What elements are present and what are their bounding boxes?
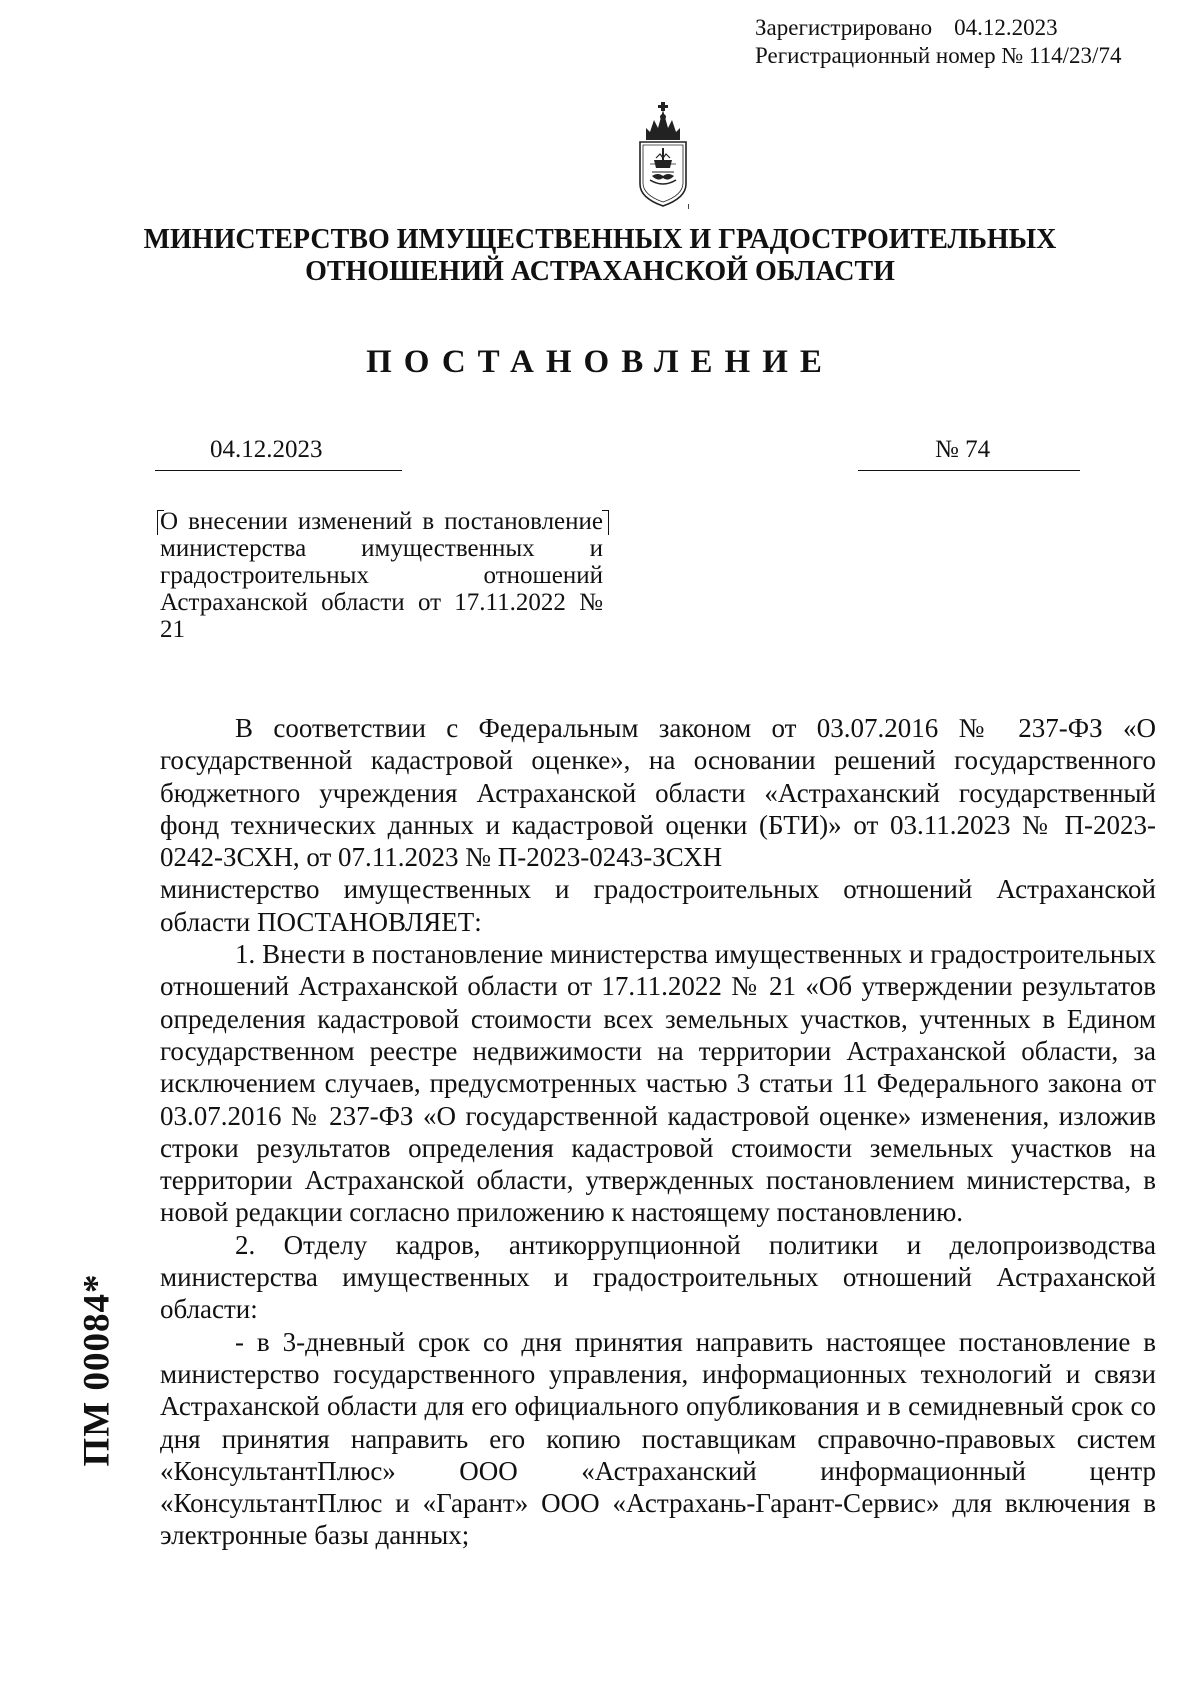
item-2-bullet-paragraph: - в 3-дневный срок со дня принятия направить настоящее постановление в министерство государственного управления, информационных технологий и связи Астраханской области для его официального опубликования и в семидневный срок со дня принятия направить его копию поставщикам справочно-правовых систем «КонсультантПлюс» ООО «Астраханский информационный центр «КонсультантПлюс и «Гарант» ООО «Астрахань-Гарант-Сервис» для включения в электронные базы данных;: [160, 1326, 1156, 1551]
subject-bracket-right: [602, 510, 609, 535]
astrakhan-coat-of-arms-icon: [628, 98, 698, 210]
document-type-heading: ПОСТАНОВЛЕНИЕ: [366, 344, 834, 380]
document-number: № 74: [935, 436, 991, 463]
subject-text: О внесении изменений в постановление министерства имущественных и градостроительных отношений Астраханской области от 17.11.2022 № 21: [160, 508, 603, 643]
item-1-paragraph: 1. Внести в постановление министерства имущественных и градостроительных отношений Астраханской области от 17.11.2022 № 21 «Об утверждении результатов определения кадастровой стоимости всех земельных участков, учтенных в Едином государственном реестре недвижимости на территории Астраханской области, за исключением случаев, предусмотренных частью 3 статьи 11 Федерального закона от 03.07.2016 № 237-ФЗ «О государственной кадастровой оценке» изменения, изложив строки результатов определения кадастровой стоимости земельных участков на территории Астраханской области, утвержденных постановлением министерства, в новой редакции согласно приложению к настоящему постановлению.: [160, 939, 1156, 1228]
document-date: 04.12.2023: [210, 436, 323, 463]
date-underline: [155, 470, 402, 471]
document-subject: [160, 508, 603, 643]
number-underline: [858, 470, 1080, 471]
document-body: [160, 712, 1156, 1552]
ministry-name: [0, 224, 1200, 288]
ministry-name-line-1: МИНИСТЕРСТВО ИМУЩЕСТВЕННЫХ И ГРАДОСТРОИТЕЛЬНЫХ: [143, 224, 1057, 255]
registration-date-line: [755, 14, 1121, 42]
registration-label: Зарегистрировано: [755, 15, 933, 40]
subject-bracket-left: [157, 510, 164, 535]
registration-date: 04.12.2023: [954, 15, 1058, 40]
resolution-paragraph: министерство имущественных и градостроительных отношений Астраханской области ПОСТАНОВЛЯЕТ:: [160, 874, 1156, 937]
ministry-name-line-2: ОТНОШЕНИЙ АСТРАХАНСКОЙ ОБЛАСТИ: [305, 256, 895, 287]
registration-number: Регистрационный номер № 114/23/74: [755, 43, 1122, 68]
side-stamp: [72, 1200, 122, 1540]
item-2-paragraph: 2. Отделу кадров, антикоррупционной политики и делопроизводства министерства имущественных и градостроительных отношений Астраханской области:: [160, 1229, 1156, 1325]
side-stamp-text: ПМ 00084*: [76, 1273, 118, 1467]
preamble-paragraph: В соответствии с Федеральным законом от 03.07.2016 № 237-ФЗ «О государственной кадастровой оценке», на основании решений государственного бюджетного учреждения Астраханской области «Астраханский государственный фонд технических данных и кадастровой оценки (БТИ)» от 03.11.2023 № П-2023-0242-ЗСХН, от 07.11.2023 № П-2023-0243-ЗСХН: [160, 713, 1156, 873]
registration-stamp: [755, 14, 1121, 70]
